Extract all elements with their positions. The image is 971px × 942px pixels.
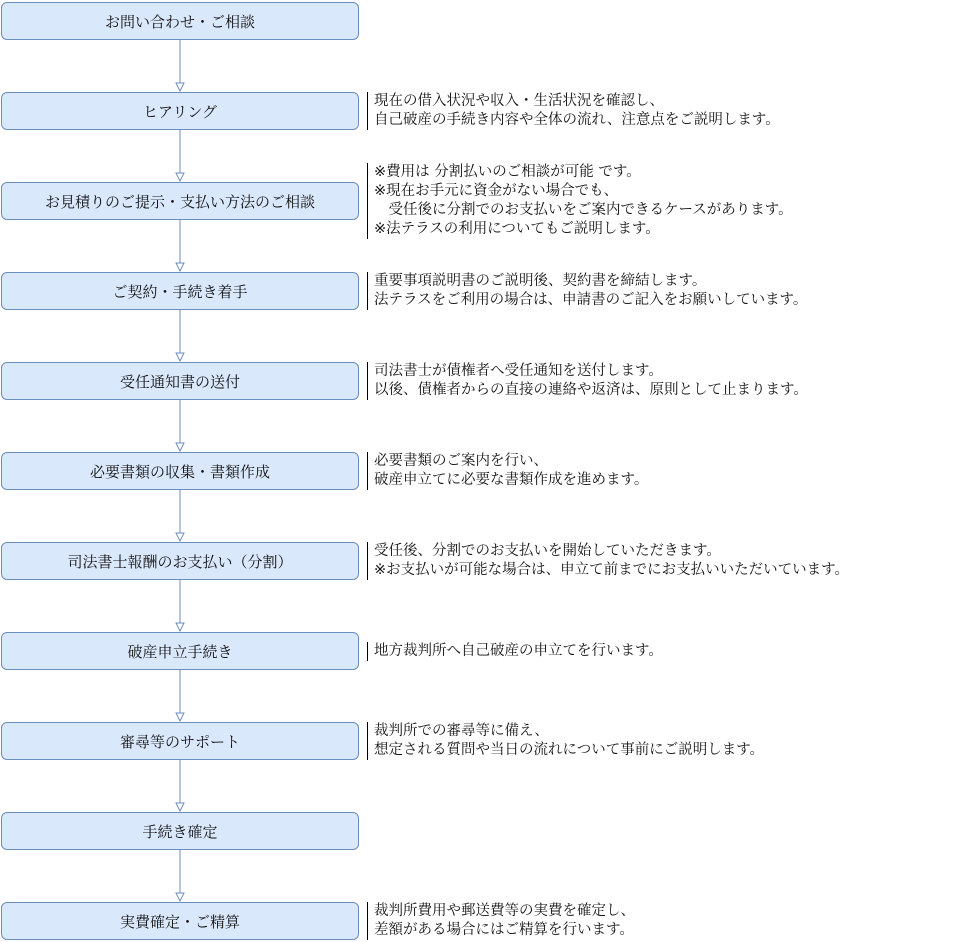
step-box: 必要書類の収集・書類作成 xyxy=(1,452,359,490)
description-line: 受任後、分割でのお支払いを開始していただきます。 xyxy=(374,543,721,559)
step-description xyxy=(367,272,807,310)
description-line: 重要事項説明書のご説明後、契約書を締結します。 xyxy=(374,273,707,289)
flow-arrow xyxy=(171,490,189,542)
flow-arrow xyxy=(171,310,189,362)
flow-arrow xyxy=(171,40,189,92)
description-line: 差額がある場合にはご精算を行います。 xyxy=(374,922,634,938)
description-line: 必要書類のご案内を行い、 xyxy=(374,453,548,469)
flow-arrow xyxy=(171,580,189,632)
step-box: 破産申立手続き xyxy=(1,632,359,670)
step-description xyxy=(367,902,635,940)
step-description xyxy=(367,722,764,760)
description-line: 自己破産の手続き内容や全体の流れ、注意点をご説明します。 xyxy=(374,112,780,128)
description-line: ※法テラスの利用についてもご説明します。 xyxy=(374,221,660,237)
step-description xyxy=(367,452,648,490)
step-box: 手続き確定 xyxy=(1,812,359,850)
step-description xyxy=(367,542,849,580)
step-box: 受任通知書の送付 xyxy=(1,362,359,400)
description-line: 受任後に分割でのお支払いをご案内できるケースがあります。 xyxy=(374,202,793,218)
description-line: 破産申立てに必要な書類作成を進めます。 xyxy=(374,472,649,488)
description-line: 裁判所での審尋等に備え、 xyxy=(374,723,549,739)
description-line: 現在の借入状況や収入・生活状況を確認し、 xyxy=(374,93,664,109)
step-description xyxy=(367,362,808,400)
description-line: ※お支払いが可能な場合は、申立て前までにお支払いいただいています。 xyxy=(374,562,849,578)
step-description xyxy=(367,92,780,130)
description-line: 以後、債権者からの直接の連絡や返済は、原則として止まります。 xyxy=(374,382,808,398)
description-line: 想定される質問や当日の流れについて事前にご説明します。 xyxy=(374,742,765,758)
description-line: ※現在お手元に資金がない場合でも、 xyxy=(374,183,619,199)
step-box: ご契約・手続き着手 xyxy=(1,272,359,310)
flow-arrow xyxy=(171,400,189,452)
step-box: 司法書士報酬のお支払い（分割） xyxy=(1,542,359,580)
flow-arrow xyxy=(171,850,189,902)
step-box: 審尋等のサポート xyxy=(1,722,359,760)
step-box: お見積りのご提示・支払い方法のご相談 xyxy=(1,182,359,220)
step-description xyxy=(367,163,793,239)
flow-arrow xyxy=(171,760,189,812)
description-line: ※費用は 分割払いのご相談が可能 です。 xyxy=(374,164,641,180)
flow-arrow xyxy=(171,670,189,722)
description-line: 司法書士が債権者へ受任通知を送付します。 xyxy=(374,363,663,379)
description-line: 裁判所費用や郵送費等の実費を確定し、 xyxy=(374,903,635,919)
step-box: お問い合わせ・ご相談 xyxy=(1,2,359,40)
description-line: 法テラスをご利用の場合は、申請書のご記入をお願いしています。 xyxy=(374,292,808,308)
flow-arrow xyxy=(171,130,189,182)
flow-arrow xyxy=(171,220,189,272)
step-box: ヒアリング xyxy=(1,92,359,130)
step-description xyxy=(367,642,663,661)
step-box: 実費確定・ご精算 xyxy=(1,902,359,940)
description-line: 地方裁判所へ自己破産の申立てを行います。 xyxy=(374,642,663,659)
